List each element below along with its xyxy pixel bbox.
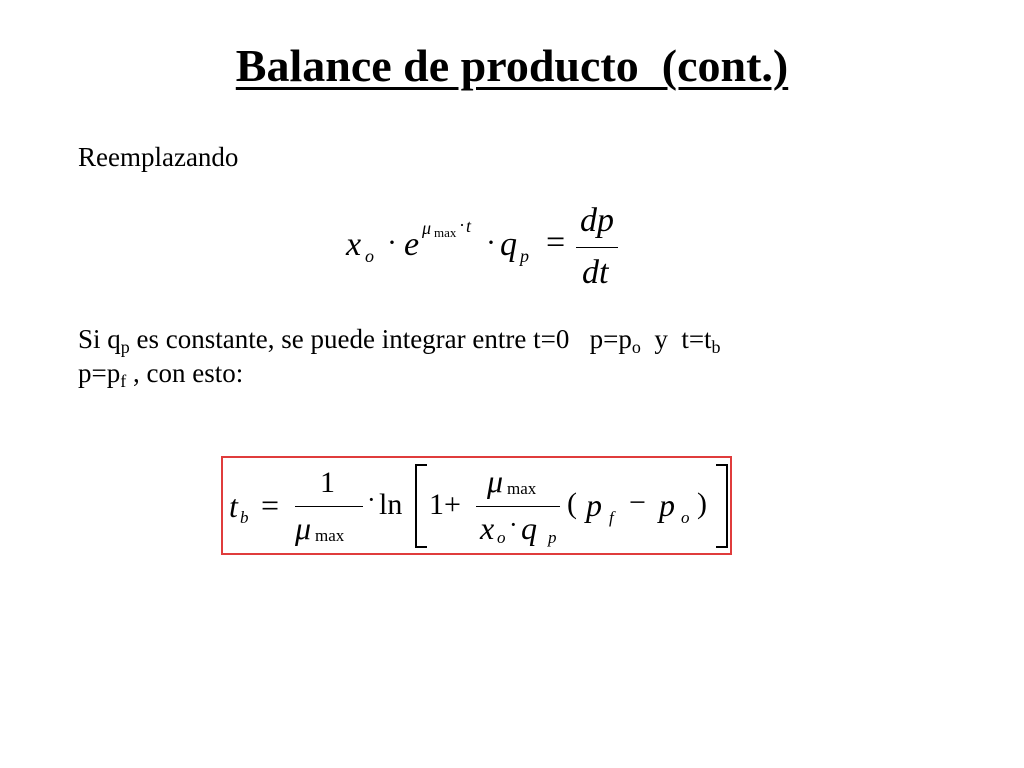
eq1-exp-mu-sub: max — [434, 225, 457, 240]
para2-sub-f: f — [120, 371, 127, 391]
para1-text-c: y t=t — [640, 324, 712, 354]
eq1-dot: · — [387, 226, 397, 259]
eq2-minus: − — [629, 486, 646, 519]
paragraph-line-2 — [78, 356, 243, 390]
para1-text-a: Si q — [78, 324, 121, 354]
eq1-exp-dot: · — [459, 215, 465, 235]
para1-sub-p: p — [120, 337, 130, 357]
eq1-denominator: dt — [582, 254, 609, 291]
eq2-inner-mu-sub: max — [507, 479, 537, 498]
equation-product-rate — [340, 200, 640, 300]
eq2-one: 1 — [320, 466, 335, 499]
para1-sub-o: o — [631, 337, 641, 357]
eq2-p2-sub: o — [681, 508, 690, 527]
eq2-t-sub: b — [240, 508, 249, 527]
eq2-lparen: ( — [567, 487, 577, 520]
eq2-inner-mu: μ — [487, 463, 504, 499]
eq1-x-sub: o — [365, 246, 374, 266]
eq1-equals: = — [546, 224, 566, 261]
eq1-fraction-line — [576, 247, 618, 248]
para1-sub-b: b — [711, 337, 721, 357]
eq2-dot: · — [367, 485, 376, 514]
para2-text-b: , con esto: — [126, 358, 244, 388]
eq1-q: q — [500, 226, 517, 263]
paragraph-line-1 — [78, 322, 721, 356]
eq2-one-plus: 1+ — [429, 488, 461, 521]
eq2-rparen: ) — [697, 487, 707, 520]
eq2-fraction-line-2 — [476, 506, 560, 507]
slide-title: Balance de producto (cont.) — [235, 40, 789, 91]
eq1-x: x — [346, 226, 362, 263]
equation-batch-time-box — [221, 456, 732, 555]
eq2-right-bracket — [716, 464, 728, 548]
eq2-t: t — [229, 488, 238, 524]
eq2-p1: p — [586, 487, 602, 523]
eq2-q: q — [521, 510, 537, 546]
eq2-mu-sub: max — [315, 526, 345, 545]
eq2-ln: ln — [379, 488, 403, 521]
eq1-e: e — [404, 226, 420, 263]
eq2-p1-sub: f — [609, 508, 614, 527]
eq2-mu: μ — [295, 510, 312, 546]
eq1-numerator: dp — [580, 202, 614, 239]
eq2-q-sub: p — [548, 528, 557, 547]
eq1-exp-mu: μ — [422, 218, 432, 238]
para2-text-a: p=p — [78, 358, 121, 388]
eq2-p2: p — [659, 487, 675, 523]
eq1-q-sub: p — [520, 246, 529, 266]
eq2-x-sub: o — [497, 528, 506, 547]
eq2-equals: = — [261, 487, 280, 523]
para1-text-b: es constante, se puede integrar entre t=0 p=p — [129, 324, 632, 354]
eq1-dot2: · — [486, 226, 496, 259]
intro-text: Reemplazando — [78, 142, 239, 172]
eq2-left-bracket — [415, 464, 427, 548]
eq2-fraction-line-1 — [295, 506, 363, 507]
eq2-dot2: · — [509, 510, 518, 539]
eq1-exp-t: t — [466, 216, 472, 236]
eq2-x: x — [480, 510, 495, 546]
